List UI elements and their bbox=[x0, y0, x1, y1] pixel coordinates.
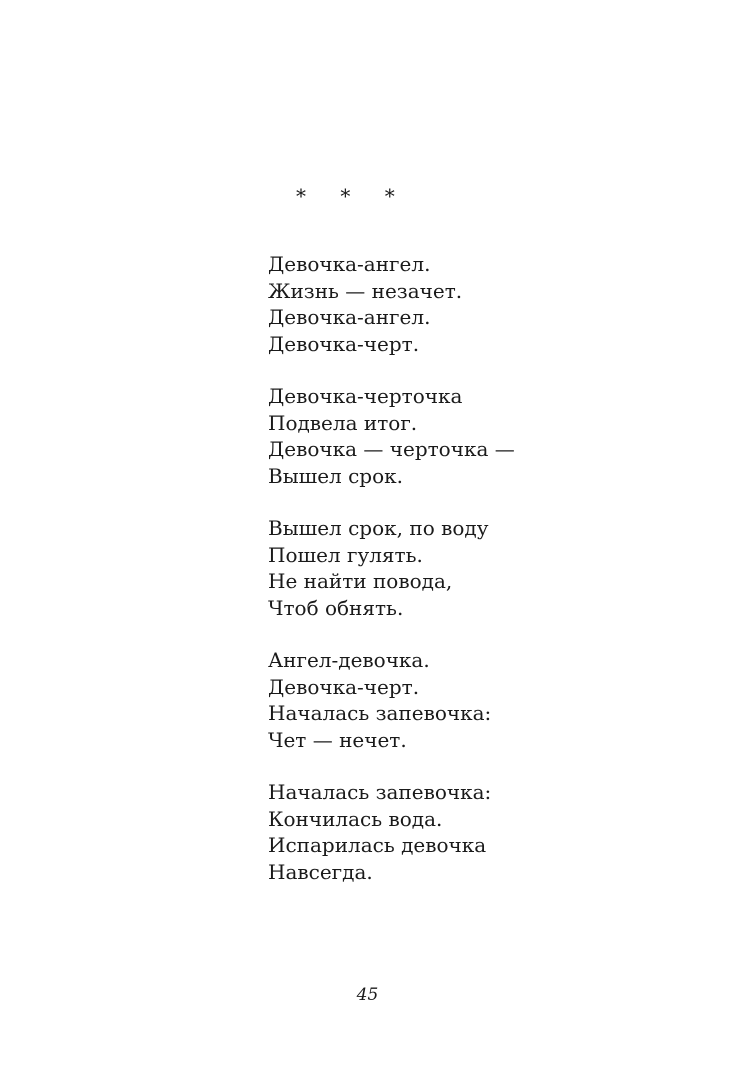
poem-line: Подвела итог. bbox=[268, 410, 418, 435]
section-ornament: * * * bbox=[296, 184, 409, 208]
poem-line: Началась запевочка: bbox=[268, 701, 492, 725]
stanza-5 bbox=[268, 779, 688, 885]
poem-line: Кончилась вода. bbox=[268, 806, 443, 831]
poem-line: Пошел гулять. bbox=[268, 542, 423, 567]
poem-line: Девочка-черт. bbox=[268, 674, 420, 699]
poem-line: Девочка-ангел. bbox=[268, 252, 431, 276]
poem-line: Девочка-черточка bbox=[268, 384, 463, 408]
poem-line: Девочка — черточка — bbox=[268, 437, 515, 461]
poem-line: Не найти повода, bbox=[268, 569, 453, 593]
stanza-4 bbox=[268, 647, 688, 753]
poem bbox=[268, 251, 688, 911]
poem-line: Девочка-ангел. bbox=[268, 305, 431, 329]
poem-line: Чет — нечет. bbox=[268, 727, 407, 752]
stanza-3 bbox=[268, 515, 688, 621]
poem-line: Вышел срок. bbox=[268, 463, 404, 488]
poem-line: Испарилась девочка bbox=[268, 833, 487, 857]
page-number: 45 bbox=[356, 985, 379, 1005]
stanza-2 bbox=[268, 383, 688, 489]
stanza-1 bbox=[268, 251, 688, 357]
poem-line: Чтоб обнять. bbox=[268, 595, 404, 620]
poem-line: Ангел-девочка. bbox=[268, 648, 430, 672]
poem-line: Девочка-черт. bbox=[268, 331, 420, 356]
poem-line: Навсегда. bbox=[268, 859, 373, 884]
poem-line: Началась запевочка: bbox=[268, 780, 492, 804]
poem-line: Вышел срок, по воду bbox=[268, 516, 489, 540]
poem-line: Жизнь — незачет. bbox=[268, 278, 463, 303]
